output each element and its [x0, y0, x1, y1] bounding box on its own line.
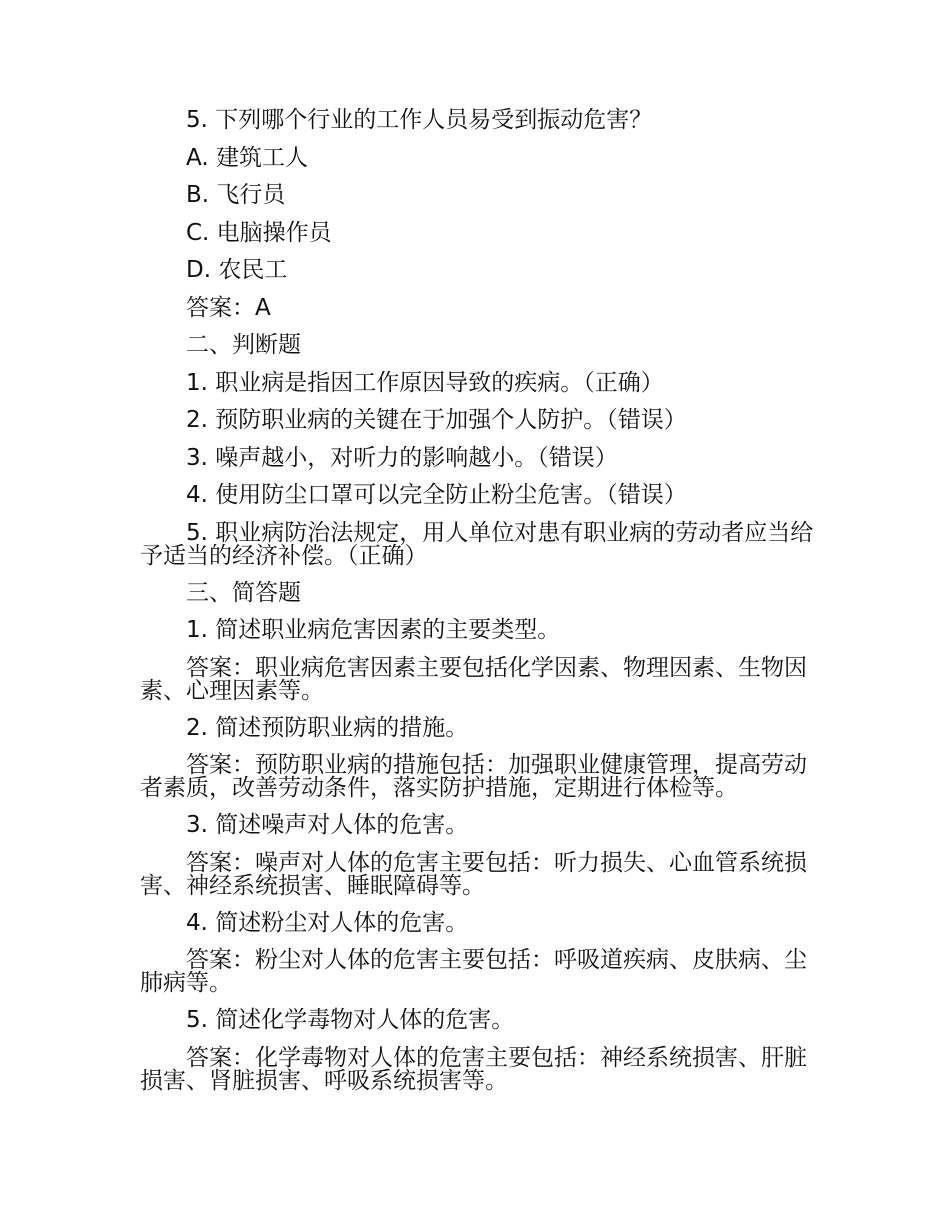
- short-answer-2: 答案：预防职业病的措施包括：加强职业健康管理，提高劳动者素质，改善劳动条件，落实防护措施，定期进行体检等。: [140, 752, 807, 801]
- short-question-3: 3. 简述噪声对人体的危害。: [186, 812, 469, 838]
- option-d: D. 农民工: [186, 257, 288, 283]
- section-heading-judgment: 二、判断题: [186, 332, 301, 358]
- judgment-item-4: 4. 使用防尘口罩可以完全防止粉尘危害。（错误）: [186, 482, 687, 508]
- option-b: B. 飞行员: [186, 182, 286, 208]
- short-answer-4: 答案：粉尘对人体的危害主要包括：呼吸道疾病、皮肤病、尘肺病等。: [140, 947, 807, 996]
- option-a: A. 建筑工人: [186, 144, 308, 171]
- short-question-2: 2. 简述预防职业病的措施。: [186, 714, 469, 741]
- judgment-item-5: 5. 职业病防治法规定，用人单位对患有职业病的劳动者应当给予适当的经济补偿。（正确）: [140, 519, 814, 569]
- answer-line: 答案：A: [186, 294, 271, 321]
- short-answer-1: 答案：职业病危害因素主要包括化学因素、物理因素、生物因素、心理因素等。: [140, 654, 807, 704]
- short-answer-3: 答案：噪声对人体的危害主要包括：听力损失、心血管系统损害、神经系统损害、睡眠障碍等。: [140, 849, 807, 899]
- judgment-item-3: 3. 噪声越小，对听力的影响越小。（错误）: [186, 444, 618, 471]
- short-answer-5: 答案：化学毒物对人体的危害主要包括：神经系统损害、肝脏损害、肾脏损害、呼吸系统损害等。: [140, 1044, 807, 1094]
- judgment-item-2: 2. 预防职业病的关键在于加强个人防护。（错误）: [186, 407, 687, 433]
- short-question-1: 1. 简述职业病危害因素的主要类型。: [186, 617, 561, 643]
- short-question-5: 5. 简述化学毒物对人体的危害。: [186, 1007, 515, 1033]
- question-5-stem: 5. 下列哪个行业的工作人员易受到振动危害？: [186, 107, 653, 133]
- option-c: C. 电脑操作员: [186, 219, 332, 246]
- short-question-4: 4. 简述粉尘对人体的危害。: [186, 909, 469, 936]
- judgment-item-1: 1. 职业病是指因工作原因导致的疾病。（正确）: [186, 369, 664, 396]
- section-heading-short-answer: 三、简答题: [186, 579, 301, 606]
- document-body: [140, 102, 820, 1100]
